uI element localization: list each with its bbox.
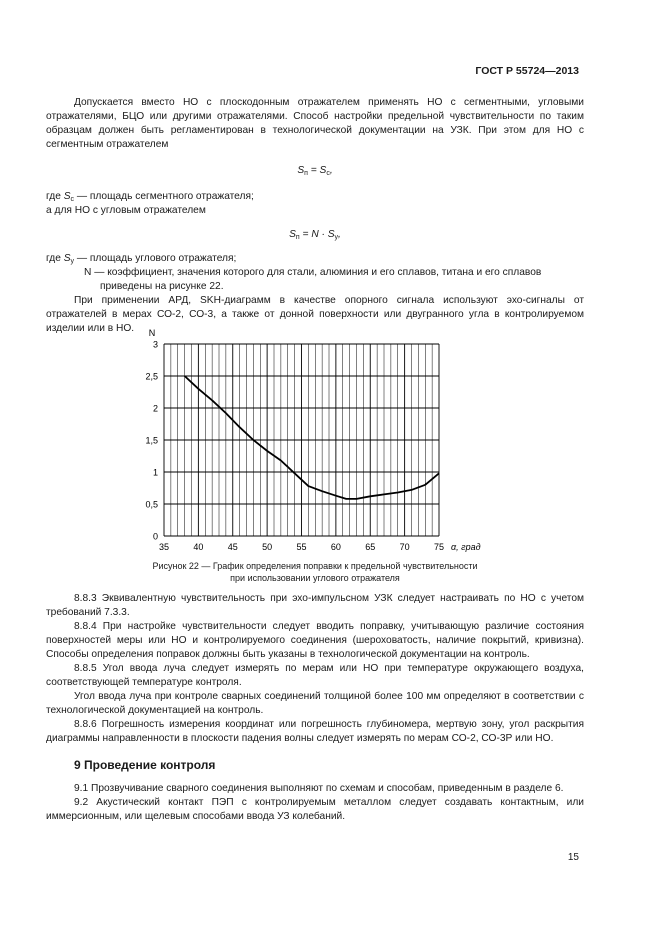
figure-22-chart bbox=[110, 322, 510, 562]
y-tick-label: 1 bbox=[152, 467, 158, 478]
page-number: 15 bbox=[567, 852, 579, 863]
x-tick-label: 45 bbox=[227, 542, 238, 552]
y-tick-label: 0 bbox=[152, 531, 158, 542]
x-tick-label: 55 bbox=[296, 542, 307, 552]
x-tick-label: 35 bbox=[158, 542, 170, 552]
x-axis-label: α, град bbox=[451, 542, 481, 552]
document-header: ГОСТ Р 55724—2013 bbox=[475, 65, 579, 77]
formula-angle: $S_п = N \cdot S_у$, bbox=[289, 229, 341, 241]
section-8-8-4: 8.8.4 При настройке чувствительности следует вводить поправку, учитывающую различие состояния поверхностей меры или НО и контролируемого соединения (шероховатость, наличие покрытий, кривизна). Способы определения поправок должны быть указаны в технологической документации на контроль. bbox=[46, 621, 584, 660]
x-tick-label: 70 bbox=[399, 542, 410, 552]
section-8-8-6: 8.8.6 Погрешность измерения координат или погрешность глубиномера, мертвую зону, угол раскрытия диаграммы направленности в плоскости падения волны следует измерять по мерам СО-2, СО-3Р или НО. bbox=[46, 719, 584, 744]
x-tick-label: 75 bbox=[433, 542, 445, 552]
y-tick-label: 1,5 bbox=[145, 435, 158, 446]
paragraph-intro: Допускается вместо НО с плоскодонным отражателем применять НО с сегментными, угловыми отражателями, БЦО или другими отражателями. Способ настройки предельной чувствительности по таким образцам должен быть регламентирован в технологической документации на УЗК. При этом для НО с сегментным отражателем bbox=[46, 97, 584, 150]
section-8-8-5: 8.8.5 Угол ввода луча следует измерять по мерам или НО при температуре окружающего воздуха, соответствующей температуре контроля. bbox=[46, 663, 584, 688]
section-9-title: 9 Проведение контроля bbox=[74, 758, 216, 772]
section-8-8-5-continued: Угол ввода луча при контроле сварных соединений толщиной более 100 мм определяют в соответствии с технологической документацией на контроль. bbox=[46, 691, 584, 716]
section-8-8-3: 8.8.3 Эквивалентную чувствительность при эхо-импульсном УЗК следует настраивать по НО с учетом требований 7.3.3. bbox=[46, 593, 584, 618]
figure-caption bbox=[46, 560, 584, 584]
x-tick-label: 65 bbox=[365, 542, 376, 552]
y-tick-label: 2 bbox=[152, 403, 158, 414]
section-9-2: 9.2 Акустический контакт ПЭП с контролируемым металлом следует создавать контактным, или иммерсионным, или щелевым способами ввода УЗ колебаний. bbox=[46, 797, 584, 822]
caption-line-2: при использовании углового отражателя bbox=[230, 573, 400, 583]
paragraph-ard: При применении АРД, SKH-диаграмм в качестве опорного сигнала используют эхо-сигналы от отражателей в мерах СО-2, СО-3, а также от донной поверхности или двугранного угла в контролируемом изделии или в НО. bbox=[46, 295, 584, 334]
x-tick-label: 50 bbox=[262, 542, 273, 552]
definition-angle-intro: а для НО с угловым отражателем bbox=[46, 205, 206, 216]
series-line bbox=[185, 376, 439, 499]
y-axis-label: N bbox=[148, 328, 156, 338]
definition-angle: где $S_у$ — площадь углового отражателя; bbox=[46, 253, 237, 265]
y-tick-label: 2,5 bbox=[145, 371, 158, 382]
definition-segment: где $S_с$ — площадь сегментного отражателя; bbox=[46, 191, 254, 203]
formula-segment: $S_п = S_с$, bbox=[297, 165, 333, 177]
x-tick-label: 60 bbox=[330, 542, 341, 552]
section-9-1: 9.1 Прозвучивание сварного соединения выполняют по схемам и способам, приведенным в разделе 6. bbox=[74, 783, 564, 794]
sections-block bbox=[46, 592, 584, 824]
chart-svg bbox=[110, 322, 510, 562]
definition-n: N — коэффициент, значения которого для стали, алюминия и его сплавов, титана и его сплавов приведены на рисунке 22. bbox=[84, 267, 542, 292]
y-tick-label: 0,5 bbox=[145, 499, 158, 510]
x-tick-label: 40 bbox=[193, 542, 204, 552]
caption-line-1: Рисунок 22 — График определения поправки к предельной чувствительности bbox=[152, 561, 478, 571]
intro-block bbox=[46, 96, 584, 336]
y-tick-label: 3 bbox=[152, 339, 158, 350]
